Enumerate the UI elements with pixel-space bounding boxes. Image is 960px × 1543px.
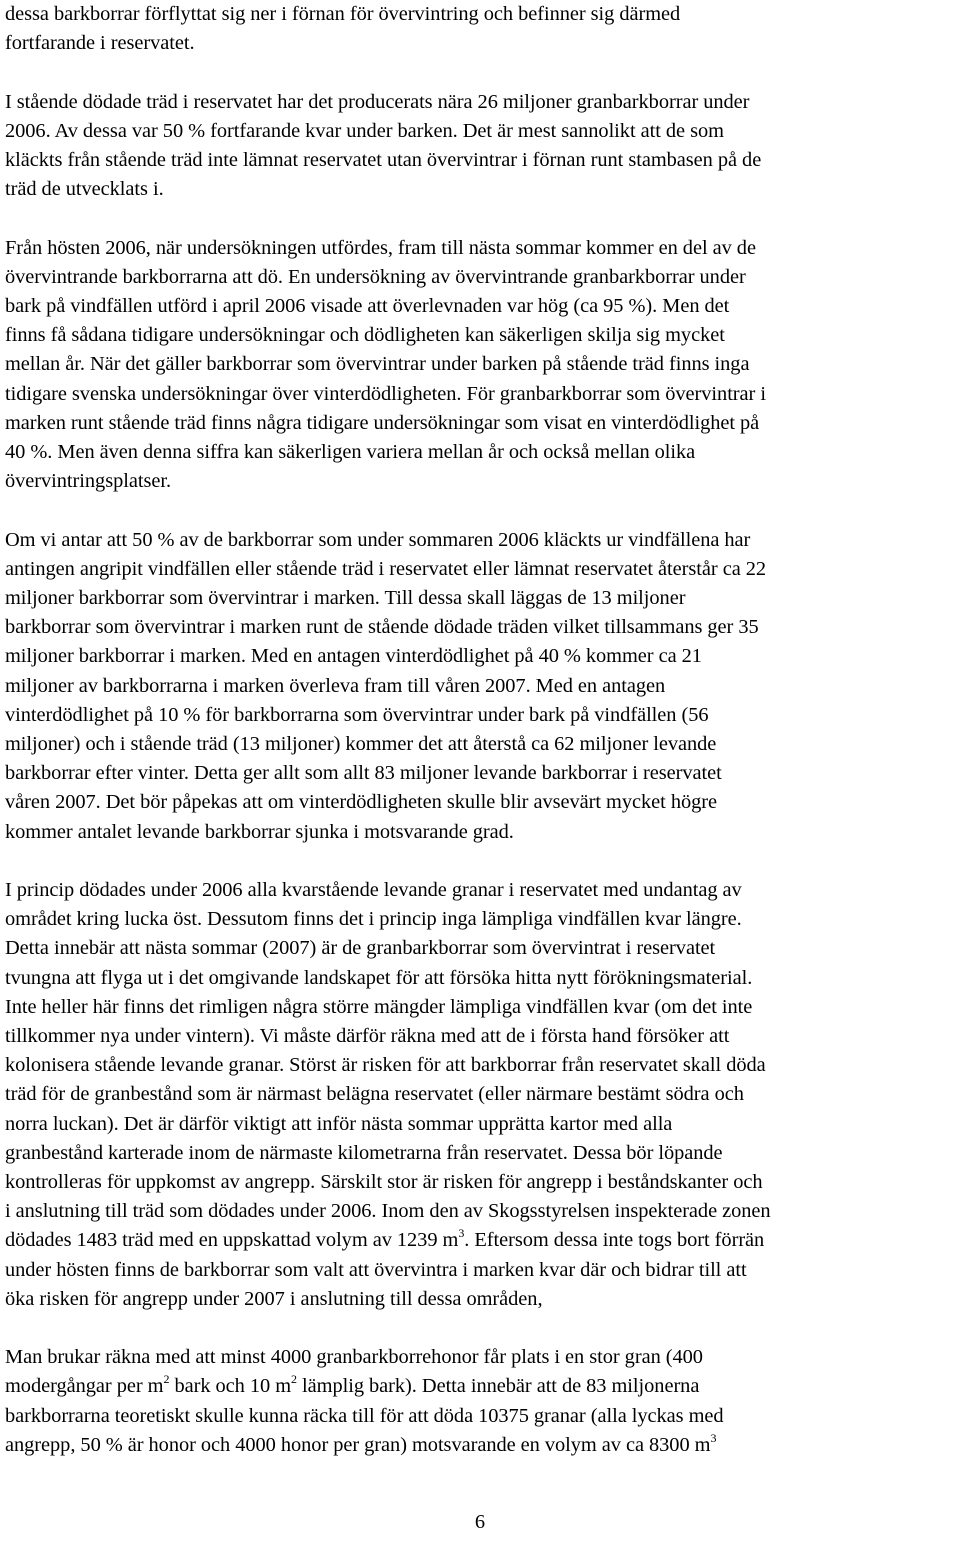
text-line: kommer antalet levande barkborrar sjunka i motsvarande grad. <box>5 820 514 843</box>
text-line: övervintrande barkborrarna att dö. En undersökning av övervintrande granbarkborrar under <box>5 265 746 288</box>
paragraph <box>5 234 957 497</box>
paragraph <box>5 876 957 1314</box>
text-line: kontrolleras för uppkomst av angrepp. Särskilt stor är risken för angrepp i beståndskanter och <box>5 1171 763 1194</box>
text-run: modergångar per m <box>5 1375 164 1398</box>
text-run: lämplig bark). Detta innebär att de 83 miljonerna <box>296 1375 700 1398</box>
superscript: 3 <box>710 1430 717 1445</box>
text-line: Om vi antar att 50 % av de barkborrar som under sommaren 2006 kläckts ur vindfällena har <box>5 528 751 551</box>
text-line: tillkommer nya under vintern). Vi måste därför räkna med att de i första hand försöker att <box>5 1025 730 1048</box>
text-run: bark och 10 m <box>169 1375 292 1398</box>
text-line: träd de utvecklats i. <box>5 178 164 201</box>
text-line: vinterdödlighet på 10 % för barkborrarna som övervintrar under bark på vindfällen (56 <box>5 703 709 726</box>
text-line: Inte heller här finns det rimligen några större mängder lämpliga vindfällen kvar (om det inte <box>5 995 753 1018</box>
text-run: dödades 1483 träd med en uppskattad volym av 1239 m <box>5 1229 459 1252</box>
superscript: 2 <box>291 1372 297 1387</box>
text-line: 40 %. Men även denna siffra kan säkerligen variera mellan år och också mellan olika <box>5 441 696 464</box>
text-line: miljoner av barkborrarna i marken överleva fram till våren 2007. Med en antagen <box>5 674 666 697</box>
text-line: öka risken för angrepp under 2007 i anslutning till dessa områden, <box>5 1287 543 1310</box>
text-line: tvungna att flyga ut i det omgivande landskapet för att försöka hitta nytt förökningsmaterial. <box>5 966 753 989</box>
text-line: under hösten finns de barkborrar som valt att övervintra i marken kvar där och bidrar till att <box>5 1258 747 1281</box>
paragraph <box>5 0 957 58</box>
text-line: granbestånd karterade inom de närmaste kilometrarna från reservatet. Dessa bör löpande <box>5 1141 723 1164</box>
text-line: dessa barkborrar förflyttat sig ner i förnan för övervintring och befinner sig därmed <box>5 3 681 25</box>
text-line: fortfarande i reservatet. <box>5 32 195 55</box>
paragraph <box>5 88 957 205</box>
paragraph <box>5 526 957 847</box>
text-line: miljoner barkborrar som övervintrar i marken. Till dessa skall läggas de 13 miljoner <box>5 587 686 610</box>
document-page <box>5 0 957 1460</box>
text-line: träd för de granbestånd som är närmast belägna reservatet (eller närmare bestämt södra och <box>5 1083 744 1106</box>
text-line <box>5 1226 957 1255</box>
text-line <box>5 1431 957 1460</box>
page-number: 6 <box>474 1511 486 1533</box>
text-line: kolonisera stående levande granar. Störst är risken för att barkborrar från reservatet skall döda <box>5 1054 766 1077</box>
text-line: mellan år. När det gäller barkborrar som övervintrar under barken på stående träd finns inga <box>5 353 750 376</box>
text-line: barkborrar efter vinter. Detta ger allt som allt 83 miljoner levande barkborrar i reservatet <box>5 762 722 785</box>
text-line: övervintringsplatser. <box>5 470 172 493</box>
text-line: Detta innebär att nästa sommar (2007) är de granbarkborrar som övervintrat i reservatet <box>5 937 716 960</box>
text-line: tidigare svenska undersökningar över vinterdödligheten. För granbarkborrar som övervintrar i <box>5 382 766 405</box>
text-line: barkborrar som övervintrar i marken runt de stående dödade träden vilket tillsammans ger 35 <box>5 616 759 639</box>
text-line: 2006. Av dessa var 50 % fortfarande kvar under barken. Det är mest sannolikt att de som <box>5 119 724 142</box>
text-line: miljoner barkborrar i marken. Med en antagen vinterdödlighet på 40 % kommer ca 21 <box>5 645 702 668</box>
text-line: barkborrarna teoretiskt skulle kunna räcka till för att döda 10375 granar (alla lyckas med <box>5 1404 724 1427</box>
text-line: antingen angripit vindfällen eller stående träd i reservatet eller lämnat reservatet återstår ca 22 <box>5 557 767 580</box>
superscript: 2 <box>163 1372 170 1387</box>
text-line: Man brukar räkna med att minst 4000 granbarkborrehonor får plats i en stor gran (400 <box>5 1346 703 1369</box>
text-run: angrepp, 50 % är honor och 4000 honor per gran) motsvarande en volym av ca 8300 m <box>5 1433 711 1456</box>
text-line: området kring lucka öst. Dessutom finns det i princip inga lämpliga vindfällen kvar längre. <box>5 908 742 931</box>
text-run: . Eftersom dessa inte togs bort förrän <box>464 1229 765 1252</box>
text-line <box>5 1372 957 1401</box>
text-line: Från hösten 2006, när undersökningen utfördes, fram till nästa sommar kommer en del av de <box>5 236 756 259</box>
text-line: kläckts från stående träd inte lämnat reservatet utan övervintrar i förnan runt stambasen på de <box>5 149 762 171</box>
text-line: våren 2007. Det bör påpekas att om vinterdödligheten skulle blir avsevärt mycket högre <box>5 791 717 814</box>
text-line: I stående dödade träd i reservatet har det producerats nära 26 miljoner granbarkborrar under <box>5 90 750 113</box>
text-line: marken runt stående träd finns några tidigare undersökningar som visat en vinterdödlighet på <box>5 411 760 434</box>
paragraph <box>5 1343 957 1460</box>
text-line: i anslutning till träd som dödades under 2006. Inom den av Skogsstyrelsen inspekterade zonen <box>5 1200 771 1223</box>
text-line: I princip dödades under 2006 alla kvarstående levande granar i reservatet med undantag av <box>5 879 742 902</box>
text-line: miljoner) och i stående träd (13 miljoner) kommer det att återstå ca 62 miljoner levande <box>5 733 717 756</box>
text-line: norra luckan). Det är därför viktigt att inför nästa sommar upprätta kartor med alla <box>5 1112 673 1135</box>
text-line: finns få sådana tidigare undersökningar och dödligheten kan säkerligen skilja sig mycket <box>5 324 725 347</box>
superscript: 3 <box>458 1226 465 1241</box>
text-line: bark på vindfällen utförd i april 2006 visade att överlevnaden var hög (ca 95 %). Men det <box>5 295 730 317</box>
